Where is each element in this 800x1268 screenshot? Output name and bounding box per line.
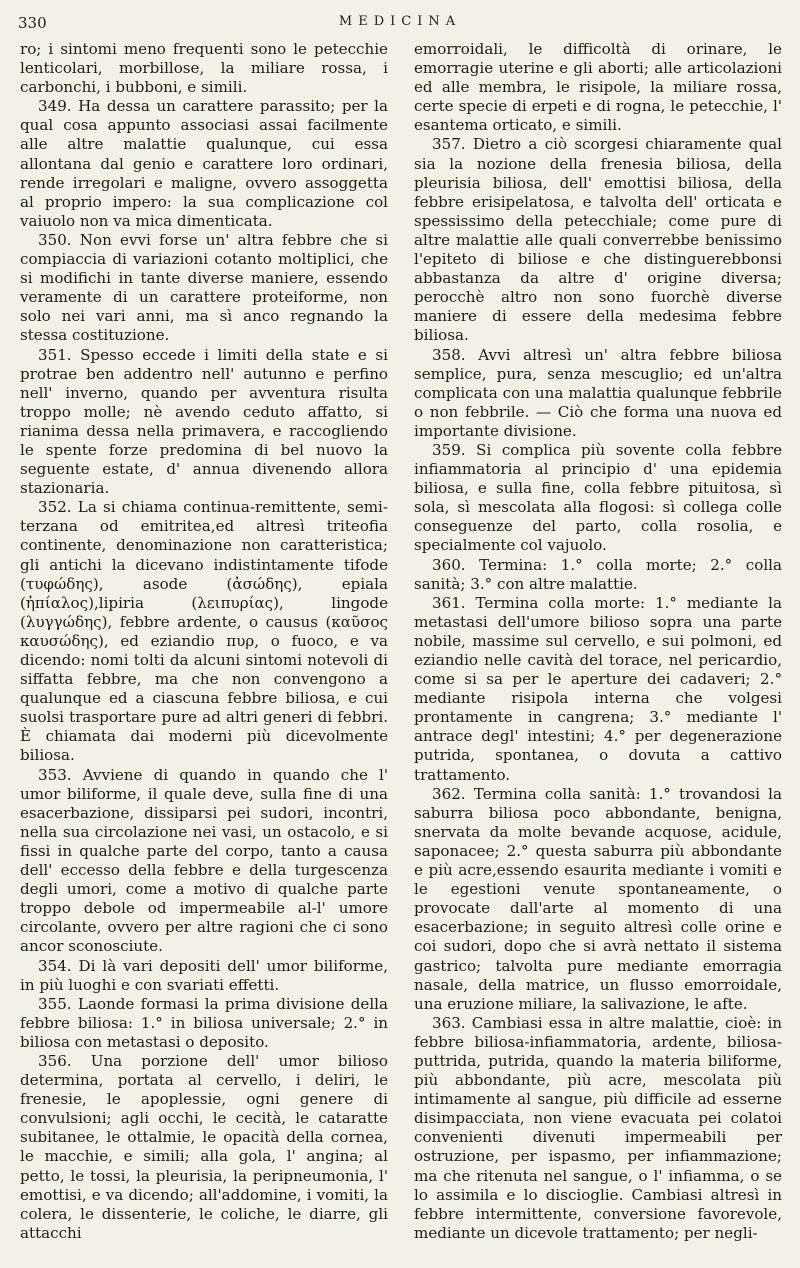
paragraph: 354. Di là vari depositi dell' umor biliforme, in più luoghi e con svariati effetti. xyxy=(20,956,388,994)
paragraph: 356. Una porzione dell' umor bilioso determina, portata al cervello, i deliri, le frenesie, le apoplessie, ogni genere di convulsioni; agli occhi, le cecità, le cataratte subitanee, le ottalmie, le opacità della cornea, le macchie, e simili; alla gola, l' angina; al petto, le tossi, la pleurisia, la peripneumonia, l' emottisi, e va dicendo; all'addomine, i vomiti, la colera, le dissenterie, le coliche, le diarre, gli attacchi xyxy=(20,1051,388,1242)
paragraph: 357. Dietro a ciò scorgesi chiaramente qual sia la nozione della frenesia biliosa, della pleurisia biliosa, dell' emottisi biliosa, della febbre erisipelatosa, e talvolta dell' orticata e spessissimo della petecchiale; come pure di altre malattie alle quali converrebbe benissimo l'epiteto di biliose e che distinguerebbonsi abbastanza da altre d' origine diversa; perocchè altro non sono fuorchè diverse maniere di essere della medesima febbre biliosa. xyxy=(414,135,782,345)
paragraph: 355. Laonde formasi la prima divisione della febbre biliosa: 1.° in biliosa universale; 2.° in biliosa con metastasi o deposito. xyxy=(20,994,388,1051)
paragraph: 358. Avvi altresì un' altra febbre biliosa semplice, pura, senza mescuglio; ed un'altra complicata con una malattia qualunque febbrile o non febbrile. — Ciò che forma una nuova ed importante divisione. xyxy=(414,345,782,440)
left-column xyxy=(20,40,388,1243)
paragraph: 349. Ha dessa un carattere parassito; per la qual cosa appunto associasi assai facilmente alle altre malattie qualunque, cui essa allontana dal genio e carattere loro ordinari, rende irregolari e maligne, ovvero assoggetta al proprio impero: la sua complicazione col vaiuolo non va mica dimenticata. xyxy=(20,97,388,230)
page-number: 330 xyxy=(18,14,47,32)
paragraph: ro; i sintomi meno frequenti sono le petecchie lenticolari, morbillose, la miliare rossa, i carbonchi, i bubboni, e simili. xyxy=(20,40,388,97)
paragraph: 363. Cambiasi essa in altre malattie, cioè: in febbre biliosa-infiammatoria, ardente, biliosa-puttrida, putrida, quando la materia biliforme, più abbondante, più acre, mescolata più intimamente al sangue, più difficile ad esserne disimpacciata, non viene evacuata pei colatoi convenienti divenuti impermeabili per ostruzione, per ispasmo, per infiammazione; ma che ritenuta nel sangue, o l' infiamma, o se lo assimila e lo discioglie. Cambiasi altresì in febbre intermittente, conversione favorevole, mediante un dicevole trattamento; per negli- xyxy=(414,1013,782,1242)
paragraph: 350. Non evvi forse un' altra febbre che si compiaccia di variazioni cotanto moltiplici, che si modifichi in tante diverse maniere, essendo veramente di un carattere proteiforme, non solo nei vari anni, ma sì anco regnando la stessa costituzione. xyxy=(20,230,388,345)
paragraph: emorroidali, le difficoltà di orinare, le emorragie uterine e gli aborti; alle articolazioni ed alle membra, le risipole, la miliare rossa, certe specie di erpeti e di rogna, le petecchie, l' esantema orticato, e simili. xyxy=(414,40,782,135)
page-header xyxy=(18,14,782,34)
paragraph: 351. Spesso eccede i limiti della state e si protrae ben addentro nell' autunno e perfino nell' inverno, quando per avventura risulta troppo molle; nè avendo ceduto affatto, si rianima dessa nella primavera, e raccogliendo le spente forze predomina di bel nuovo la seguente estate, d' annua divenendo allora stazionaria. xyxy=(20,345,388,498)
paragraph: 352. La si chiama continua-remittente, semi-terzana od emitritea,ed altresì triteofia continente, denominazione non caratteristica; gli antichi la dicevano indistintamente tifode (τυφώδης), asode (ἀσώδης), epiala (ἠπίαλος),lipiria (λειπυρίας), lingode (λυγγώδης), febbre ardente, o causus (καῦσος καυσώδης), ed eziandio πυρ, o fuoco, e va dicendo: nomi tolti da alcuni sintomi notevoli di siffatta febbre, ma che non convengono a qualunque ed a ciascuna febbre biliosa, e cui suolsi trasportare pure ad altri generi di febbri. È chiamata dai moderni più dicevolmente biliosa. xyxy=(20,498,388,765)
paragraph: 361. Termina colla morte: 1.° mediante la metastasi dell'umore bilioso sopra una parte nobile, massime sul cervello, e sui polmoni, ed eziandio nelle cavità del torace, nel pericardio, come si sa per le aperture dei cadaveri; 2.° mediante risipola interna che volgesi prontamente in cangrena; 3.° mediante l' antrace degl' intestini; 4.° per degenerazione putrida, spontanea, o dovuta a cattivo trattamento. xyxy=(414,593,782,784)
paragraph: 360. Termina: 1.° colla morte; 2.° colla sanità; 3.° con altre malattie. xyxy=(414,555,782,593)
right-column xyxy=(414,40,782,1243)
running-head: MEDICINA xyxy=(338,14,462,29)
paragraph: 353. Avviene di quando in quando che l' umor biliforme, il quale deve, sulla fine di una esacerbazione, dissiparsi pei sudori, incontri, nella sua circolazione nei vasi, un ostacolo, e si fissi in qualche parte del corpo, tanto a causa dell' eccesso della febbre e della turgescenza degli umori, come a motivo di qualche parte troppo debole od impermeabile al-l' umore circolante, ovvero per altre ragioni che ci sono ancor sconosciute. xyxy=(20,765,388,956)
paragraph: 359. Si complica più sovente colla febbre infiammatoria al principio d' una epidemia biliosa, e sulla fine, colla febbre pituitosa, sì sola, sì mescolata alla flogosi: sì collega colle conseguenze del parto, colla rosolia, e specialmente col vajuolo. xyxy=(414,440,782,555)
paragraph: 362. Termina colla sanità: 1.° trovandosi la saburra biliosa poco abbondante, benigna, snervata da molte bevande acquose, acidule, saponacee; 2.° questa saburra più abbondante e più acre,essendo esaurita mediante i vomiti e le egestioni venute spontaneamente, o provocate dall'arte al momento di una esacerbazione; in seguito altresì colle orine e coi sudori, dopo che si avrà nettato il sistema gastrico; talvolta pure mediante emorragia nasale, della matrice, un flusso emorroidale, una eruzione miliare, la salivazione, le afte. xyxy=(414,784,782,1013)
